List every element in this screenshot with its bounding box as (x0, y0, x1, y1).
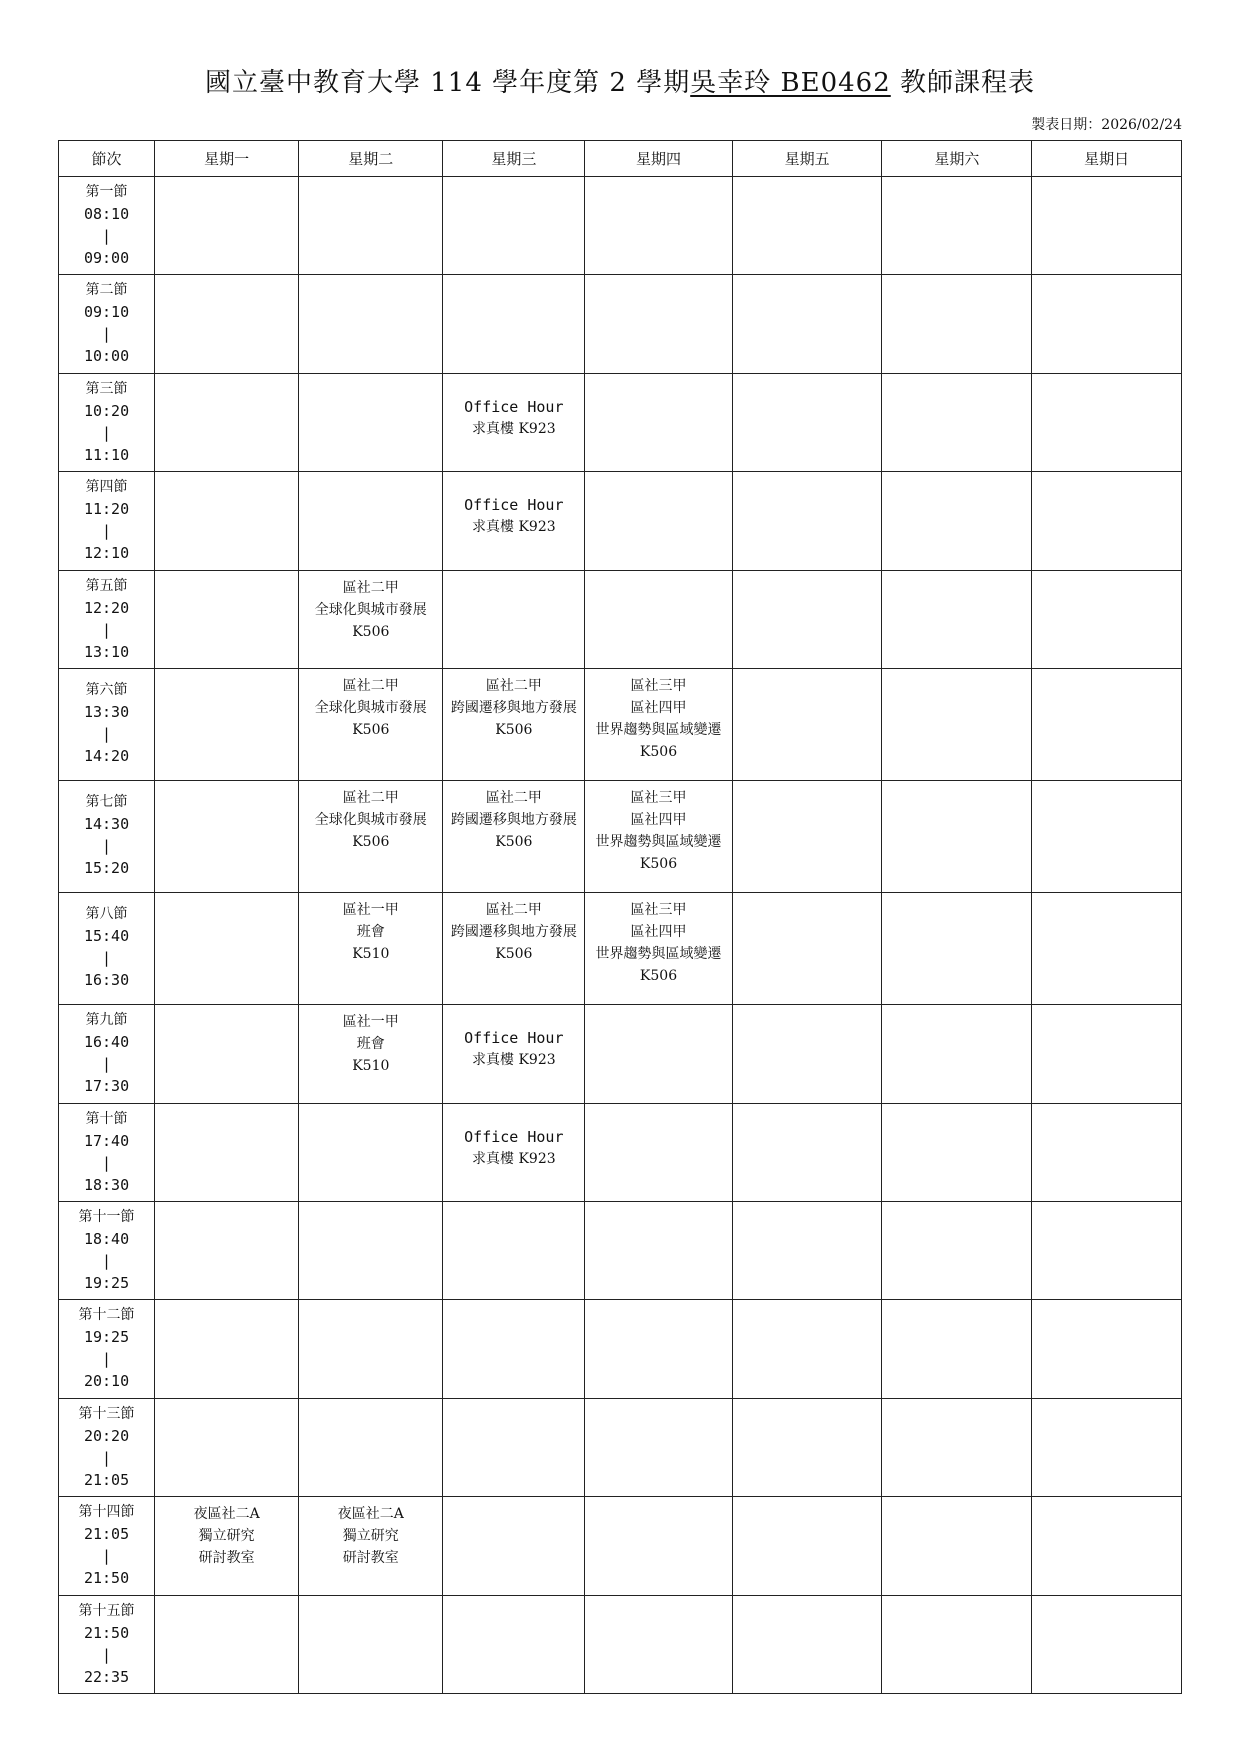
course-line: K506 (352, 721, 390, 738)
cell-thu (585, 1398, 732, 1496)
period-end: 18:30 (83, 1175, 130, 1194)
cell-tue (299, 570, 443, 668)
course-line: 區社四甲 (630, 924, 687, 941)
cell-sat (882, 1497, 1032, 1595)
period-end: 21:05 (83, 1470, 130, 1489)
period-start: 21:05 (83, 1525, 130, 1544)
period-end: 09:00 (83, 249, 130, 267)
period-row-7 (59, 781, 1182, 893)
period-end: 22:35 (83, 1667, 130, 1686)
period-start: 20:20 (83, 1426, 130, 1445)
cell-sat (882, 668, 1032, 780)
cell-fri (732, 1300, 882, 1398)
title-prefix: 國立臺中教育大學 114 學年度第 2 學期 (204, 68, 691, 98)
cell-fri (732, 177, 882, 275)
cell-thu (585, 1202, 732, 1300)
cell-tue (299, 1103, 443, 1201)
cell-sun (1032, 893, 1182, 1005)
cell-sun (1032, 275, 1182, 373)
period-sep: | (102, 423, 112, 442)
cell-tue (299, 1497, 443, 1595)
cell-fri (732, 668, 882, 780)
cell-thu (585, 668, 732, 780)
course-line: 區社二甲 (485, 677, 542, 694)
period-start: 19:25 (83, 1328, 130, 1347)
course-line: 班會 (356, 1036, 385, 1053)
cell-thu (585, 177, 732, 275)
course-line: K506 (639, 743, 678, 760)
cell-mon (155, 1398, 299, 1496)
period-name: 第十節 (85, 1110, 128, 1127)
cell-thu (585, 1497, 732, 1595)
course-line: 區社二甲 (485, 902, 542, 919)
course-line: K506 (639, 968, 678, 985)
course-line: Office Hour (464, 1029, 564, 1048)
course-line: 夜區社二A (193, 1506, 260, 1523)
cell-tue (299, 668, 443, 780)
cell-sun (1032, 781, 1182, 893)
period-row-4 (59, 472, 1182, 570)
period-label (59, 472, 155, 570)
period-start: 18:40 (83, 1230, 130, 1248)
period-label (59, 373, 155, 471)
period-sep: | (102, 227, 112, 245)
period-start: 14:30 (83, 815, 130, 833)
cell-sun (1032, 570, 1182, 668)
cell-wed (443, 1202, 585, 1300)
cell-sat (882, 1300, 1032, 1398)
course-line: 世界趨勢與區域變遷 (595, 721, 722, 738)
period-sep: | (102, 949, 112, 968)
course-line: 世界趨勢與區域變遷 (595, 834, 722, 850)
cell-sun (1032, 1202, 1182, 1300)
period-row-14 (59, 1497, 1182, 1595)
period-row-15 (59, 1595, 1182, 1694)
course-line: K510 (352, 1058, 390, 1075)
course-line: K506 (495, 946, 533, 963)
cell-mon (155, 177, 299, 275)
cell-sun (1032, 1005, 1182, 1103)
cell-fri (732, 1103, 882, 1201)
course-line: K506 (639, 856, 678, 872)
course-line: 區社二甲 (342, 677, 399, 694)
period-label (59, 1300, 155, 1398)
print-date: 製表日期：2026/02/24 (1031, 117, 1182, 133)
period-name: 第五節 (85, 577, 128, 594)
period-start: 09:10 (83, 303, 130, 322)
col-header-period: 節次 (59, 141, 155, 177)
cell-tue (299, 1202, 443, 1300)
cell-wed (443, 1595, 585, 1694)
period-end: 16:30 (83, 971, 130, 990)
course-line: 跨國遷移與地方發展 (450, 699, 577, 716)
period-sep: | (102, 1448, 112, 1467)
cell-sun (1032, 177, 1182, 275)
cell-fri (732, 1202, 882, 1300)
course-line: 獨立研究 (342, 1528, 399, 1545)
cell-fri (732, 1497, 882, 1595)
period-row-5 (59, 570, 1182, 668)
col-header-wed: 星期三 (443, 141, 585, 177)
cell-tue (299, 893, 443, 1005)
period-label (59, 1497, 155, 1595)
cell-thu (585, 781, 732, 893)
cell-tue (299, 1005, 443, 1103)
period-start: 10:20 (83, 401, 130, 420)
period-start: 21:50 (83, 1623, 130, 1642)
col-header-fri: 星期五 (732, 141, 882, 177)
period-sep: | (102, 1350, 112, 1369)
cell-wed (443, 1398, 585, 1496)
course-line: 跨國遷移與地方發展 (450, 924, 577, 941)
cell-sun (1032, 472, 1182, 570)
period-row-11 (59, 1202, 1182, 1300)
period-sep: | (102, 1153, 112, 1172)
cell-thu (585, 472, 732, 570)
course-line: 求真樓 K923 (472, 519, 556, 536)
cell-sat (882, 1005, 1032, 1103)
cell-sun (1032, 1595, 1182, 1694)
cell-tue (299, 1398, 443, 1496)
course-line: 區社二甲 (342, 790, 399, 806)
cell-sun (1032, 1103, 1182, 1201)
period-name: 第十二節 (78, 1307, 135, 1324)
cell-thu (585, 373, 732, 471)
course-line: 獨立研究 (198, 1528, 255, 1545)
cell-fri (732, 472, 882, 570)
period-label (59, 1202, 155, 1300)
period-sep: | (102, 522, 112, 541)
cell-tue (299, 177, 443, 275)
period-sep: | (102, 1055, 112, 1074)
course-line: 求真樓 K923 (472, 1052, 556, 1069)
period-sep: | (102, 837, 112, 855)
cell-wed (443, 177, 585, 275)
cell-sat (882, 781, 1032, 893)
cell-sun (1032, 1497, 1182, 1595)
period-name: 第九節 (85, 1012, 128, 1029)
course-line: K506 (352, 834, 390, 850)
course-line: 全球化與城市發展 (314, 812, 427, 828)
period-label (59, 1398, 155, 1496)
col-header-mon: 星期一 (155, 141, 299, 177)
course-line: 夜區社二A (337, 1506, 404, 1523)
cell-sat (882, 570, 1032, 668)
period-end: 11:10 (83, 445, 130, 464)
course-line: 區社二甲 (342, 579, 399, 596)
cell-mon (155, 1300, 299, 1398)
cell-mon (155, 1595, 299, 1694)
cell-sat (882, 373, 1032, 471)
period-end: 14:20 (83, 746, 130, 765)
cell-tue (299, 1595, 443, 1694)
col-header-tue: 星期二 (299, 141, 443, 177)
cell-wed (443, 1497, 585, 1595)
cell-fri (732, 1595, 882, 1694)
period-end: 10:00 (83, 347, 130, 366)
cell-fri (732, 1398, 882, 1496)
period-row-9 (59, 1005, 1182, 1103)
cell-sat (882, 1202, 1032, 1300)
period-row-13 (59, 1398, 1182, 1496)
cell-mon (155, 472, 299, 570)
period-row-6 (59, 668, 1182, 780)
period-name: 第四節 (85, 479, 128, 496)
course-line: 區社二甲 (485, 790, 542, 806)
course-line: 區社一甲 (342, 1014, 399, 1031)
cell-wed (443, 373, 585, 471)
cell-sun (1032, 1398, 1182, 1496)
period-name: 第八節 (85, 906, 128, 923)
cell-wed (443, 781, 585, 893)
period-name: 第十三節 (78, 1405, 135, 1422)
cell-mon (155, 893, 299, 1005)
period-label (59, 1005, 155, 1103)
cell-tue (299, 781, 443, 893)
course-line: 全球化與城市發展 (314, 699, 427, 716)
cell-thu (585, 275, 732, 373)
cell-fri (732, 570, 882, 668)
period-sep: | (102, 1645, 112, 1664)
cell-mon (155, 1103, 299, 1201)
period-end: 19:25 (83, 1274, 130, 1292)
cell-mon (155, 1202, 299, 1300)
course-line: 區社三甲 (630, 902, 687, 919)
course-line: 求真樓 K923 (472, 1150, 556, 1167)
period-name: 第十四節 (78, 1504, 135, 1521)
course-line: Office Hour (464, 496, 564, 515)
cell-mon (155, 570, 299, 668)
period-start: 08:10 (83, 205, 130, 223)
cell-wed (443, 1005, 585, 1103)
period-label (59, 1103, 155, 1201)
cell-sat (882, 472, 1032, 570)
period-row-3 (59, 373, 1182, 471)
cell-thu (585, 1595, 732, 1694)
title-teacher: 吳幸玲 BE0462 (690, 68, 891, 98)
course-line: 求真樓 K923 (472, 420, 556, 437)
cell-thu (585, 1103, 732, 1201)
cell-mon (155, 668, 299, 780)
period-sep: | (102, 724, 112, 743)
cell-wed (443, 570, 585, 668)
course-line: 區社四甲 (630, 699, 687, 716)
period-start: 17:40 (83, 1131, 130, 1150)
course-line: 全球化與城市發展 (314, 601, 427, 618)
cell-sat (882, 1398, 1032, 1496)
period-start: 15:40 (83, 927, 130, 946)
cell-mon (155, 781, 299, 893)
period-name: 第一節 (85, 184, 128, 200)
cell-mon (155, 1005, 299, 1103)
period-start: 12:20 (83, 598, 130, 617)
cell-fri (732, 893, 882, 1005)
course-line: Office Hour (464, 1127, 564, 1146)
period-sep: | (102, 620, 112, 639)
cell-fri (732, 275, 882, 373)
period-label (59, 570, 155, 668)
cell-sat (882, 275, 1032, 373)
period-end: 15:20 (83, 859, 130, 877)
schedule-table (58, 140, 1182, 1694)
period-name: 第十一節 (78, 1209, 135, 1225)
course-line: K506 (495, 721, 533, 738)
cell-wed (443, 1300, 585, 1398)
cell-wed (443, 893, 585, 1005)
cell-mon (155, 1497, 299, 1595)
course-line: 班會 (356, 924, 385, 941)
cell-wed (443, 668, 585, 780)
course-line: 區社一甲 (342, 902, 399, 919)
cell-mon (155, 275, 299, 373)
period-row-8 (59, 893, 1182, 1005)
period-name: 第六節 (85, 681, 128, 698)
period-start: 11:20 (83, 500, 130, 519)
cell-sat (882, 177, 1032, 275)
period-end: 12:10 (83, 544, 130, 563)
cell-thu (585, 570, 732, 668)
period-label (59, 1595, 155, 1694)
period-row-10 (59, 1103, 1182, 1201)
cell-mon (155, 373, 299, 471)
period-name: 第二節 (85, 282, 128, 299)
cell-sun (1032, 373, 1182, 471)
cell-tue (299, 373, 443, 471)
page-title (0, 62, 1240, 99)
course-line: K506 (352, 623, 390, 640)
period-start: 13:30 (83, 702, 130, 721)
course-line: 區社四甲 (630, 812, 687, 828)
cell-sun (1032, 668, 1182, 780)
cell-wed (443, 1103, 585, 1201)
course-line: 區社三甲 (630, 790, 687, 806)
course-line: 區社三甲 (630, 677, 687, 694)
course-line: 跨國遷移與地方發展 (450, 812, 577, 828)
period-row-12 (59, 1300, 1182, 1398)
cell-tue (299, 1300, 443, 1398)
period-sep: | (102, 325, 112, 344)
course-line: 研討教室 (198, 1550, 255, 1567)
period-label (59, 177, 155, 275)
cell-fri (732, 373, 882, 471)
cell-thu (585, 1300, 732, 1398)
period-name: 第三節 (85, 380, 128, 397)
course-line: K506 (495, 834, 533, 850)
title-suffix: 教師課程表 (890, 68, 1036, 98)
cell-sat (882, 1103, 1032, 1201)
col-header-sun: 星期日 (1032, 141, 1182, 177)
cell-thu (585, 893, 732, 1005)
period-sep: | (102, 1252, 112, 1270)
period-label (59, 781, 155, 893)
cell-sat (882, 1595, 1032, 1694)
period-row-2 (59, 275, 1182, 373)
cell-thu (585, 1005, 732, 1103)
header-row (59, 141, 1182, 177)
cell-wed (443, 472, 585, 570)
period-row-1 (59, 177, 1182, 275)
period-name: 第七節 (85, 794, 128, 810)
cell-sat (882, 893, 1032, 1005)
period-sep: | (102, 1547, 112, 1566)
course-line: Office Hour (464, 397, 564, 416)
cell-tue (299, 275, 443, 373)
period-end: 13:10 (83, 642, 130, 661)
period-label (59, 275, 155, 373)
cell-fri (732, 1005, 882, 1103)
period-label (59, 668, 155, 780)
period-end: 21:50 (83, 1569, 130, 1588)
course-line: 研討教室 (342, 1550, 399, 1567)
col-header-sat: 星期六 (882, 141, 1032, 177)
cell-tue (299, 472, 443, 570)
period-end: 20:10 (83, 1372, 130, 1391)
col-header-thu: 星期四 (585, 141, 732, 177)
cell-fri (732, 781, 882, 893)
period-name: 第十五節 (78, 1602, 135, 1619)
period-end: 17:30 (83, 1077, 130, 1096)
period-start: 16:40 (83, 1033, 130, 1052)
course-line: K510 (352, 946, 390, 963)
cell-wed (443, 275, 585, 373)
course-line: 世界趨勢與區域變遷 (595, 946, 722, 963)
period-label (59, 893, 155, 1005)
cell-sun (1032, 1300, 1182, 1398)
